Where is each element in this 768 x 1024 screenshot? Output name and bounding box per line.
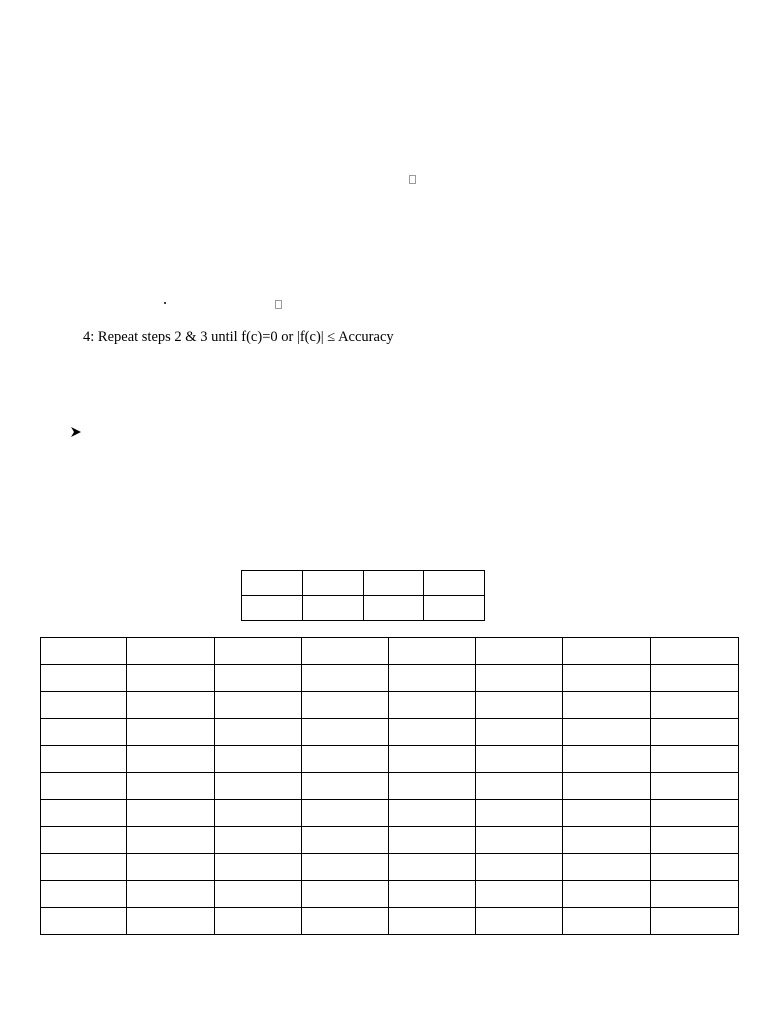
table-cell [41, 665, 127, 692]
table-cell [41, 827, 127, 854]
table-cell [215, 908, 302, 935]
table-row [41, 881, 739, 908]
table-cell [476, 800, 563, 827]
table-cell [302, 596, 363, 621]
table-cell [651, 881, 739, 908]
table-row [41, 773, 739, 800]
table-cell [563, 665, 651, 692]
table-row [41, 854, 739, 881]
table-cell [651, 854, 739, 881]
table-cell [476, 719, 563, 746]
missing-glyph-box-icon [275, 300, 282, 309]
table-cell [215, 719, 302, 746]
arrowhead-bullet-icon [70, 426, 82, 438]
table-cell [651, 908, 739, 935]
stray-dot [164, 302, 166, 304]
table-cell [215, 692, 302, 719]
table-cell [389, 827, 476, 854]
table-cell [302, 827, 389, 854]
table-cell [363, 596, 424, 621]
table-cell [302, 908, 389, 935]
table-cell [363, 571, 424, 596]
table-cell [389, 881, 476, 908]
missing-glyph-box-icon [409, 175, 416, 184]
table-cell [215, 881, 302, 908]
table-cell [563, 746, 651, 773]
table-cell [476, 908, 563, 935]
table-cell [389, 800, 476, 827]
table-cell [302, 571, 363, 596]
table-row [41, 719, 739, 746]
table-cell [127, 773, 215, 800]
table-cell [476, 827, 563, 854]
table-row [41, 746, 739, 773]
table-cell [651, 692, 739, 719]
table-cell [563, 773, 651, 800]
table-cell [563, 881, 651, 908]
table-cell [476, 665, 563, 692]
table-cell [424, 596, 485, 621]
table-cell [389, 692, 476, 719]
table-cell [563, 692, 651, 719]
table-cell [41, 854, 127, 881]
table-cell [242, 571, 303, 596]
table-cell [302, 854, 389, 881]
table-row [41, 692, 739, 719]
table-cell [302, 746, 389, 773]
table-row [41, 800, 739, 827]
table-cell [127, 746, 215, 773]
table-cell [215, 665, 302, 692]
table-cell [215, 746, 302, 773]
table-cell [563, 800, 651, 827]
table-cell [41, 719, 127, 746]
table-cell [215, 854, 302, 881]
table-cell [215, 800, 302, 827]
table-cell [127, 881, 215, 908]
table-cell [563, 638, 651, 665]
table-cell [302, 719, 389, 746]
table-cell [424, 571, 485, 596]
table-cell [389, 854, 476, 881]
table-cell [476, 773, 563, 800]
table-cell [41, 908, 127, 935]
table-cell [41, 638, 127, 665]
table-cell [41, 881, 127, 908]
table-cell [41, 692, 127, 719]
table-cell [389, 773, 476, 800]
table-cell [302, 692, 389, 719]
table-cell [389, 908, 476, 935]
table-cell [242, 596, 303, 621]
table-cell [651, 827, 739, 854]
table-cell [476, 881, 563, 908]
table-cell [389, 746, 476, 773]
table-cell [563, 854, 651, 881]
iteration-empty-table [40, 637, 739, 935]
table-cell [41, 746, 127, 773]
table-row [41, 638, 739, 665]
table-cell [127, 638, 215, 665]
table-row [41, 908, 739, 935]
table-cell [41, 800, 127, 827]
table-cell [127, 908, 215, 935]
table-row [41, 665, 739, 692]
table-cell [476, 692, 563, 719]
small-empty-table [241, 570, 485, 621]
table-cell [563, 719, 651, 746]
table-cell [302, 800, 389, 827]
table-cell [389, 638, 476, 665]
table-cell [215, 638, 302, 665]
table-cell [389, 665, 476, 692]
table-row [242, 596, 485, 621]
table-cell [563, 908, 651, 935]
table-cell [127, 800, 215, 827]
table-cell [651, 800, 739, 827]
table-cell [127, 827, 215, 854]
table-cell [389, 719, 476, 746]
table-row [242, 571, 485, 596]
table-cell [127, 854, 215, 881]
table-cell [651, 638, 739, 665]
table-cell [302, 773, 389, 800]
table-cell [476, 746, 563, 773]
table-cell [476, 854, 563, 881]
table-cell [563, 827, 651, 854]
table-cell [215, 773, 302, 800]
table-cell [302, 881, 389, 908]
table-cell [127, 665, 215, 692]
table-row [41, 827, 739, 854]
table-cell [127, 719, 215, 746]
table-cell [302, 638, 389, 665]
table-cell [41, 773, 127, 800]
algorithm-step-4: 4: Repeat steps 2 & 3 until f(c)=0 or |f(c)| ≤ Accuracy [83, 329, 394, 345]
table-cell [651, 746, 739, 773]
table-cell [302, 665, 389, 692]
table-cell [215, 827, 302, 854]
table-cell [127, 692, 215, 719]
table-cell [476, 638, 563, 665]
table-cell [651, 665, 739, 692]
table-cell [651, 719, 739, 746]
table-cell [651, 773, 739, 800]
